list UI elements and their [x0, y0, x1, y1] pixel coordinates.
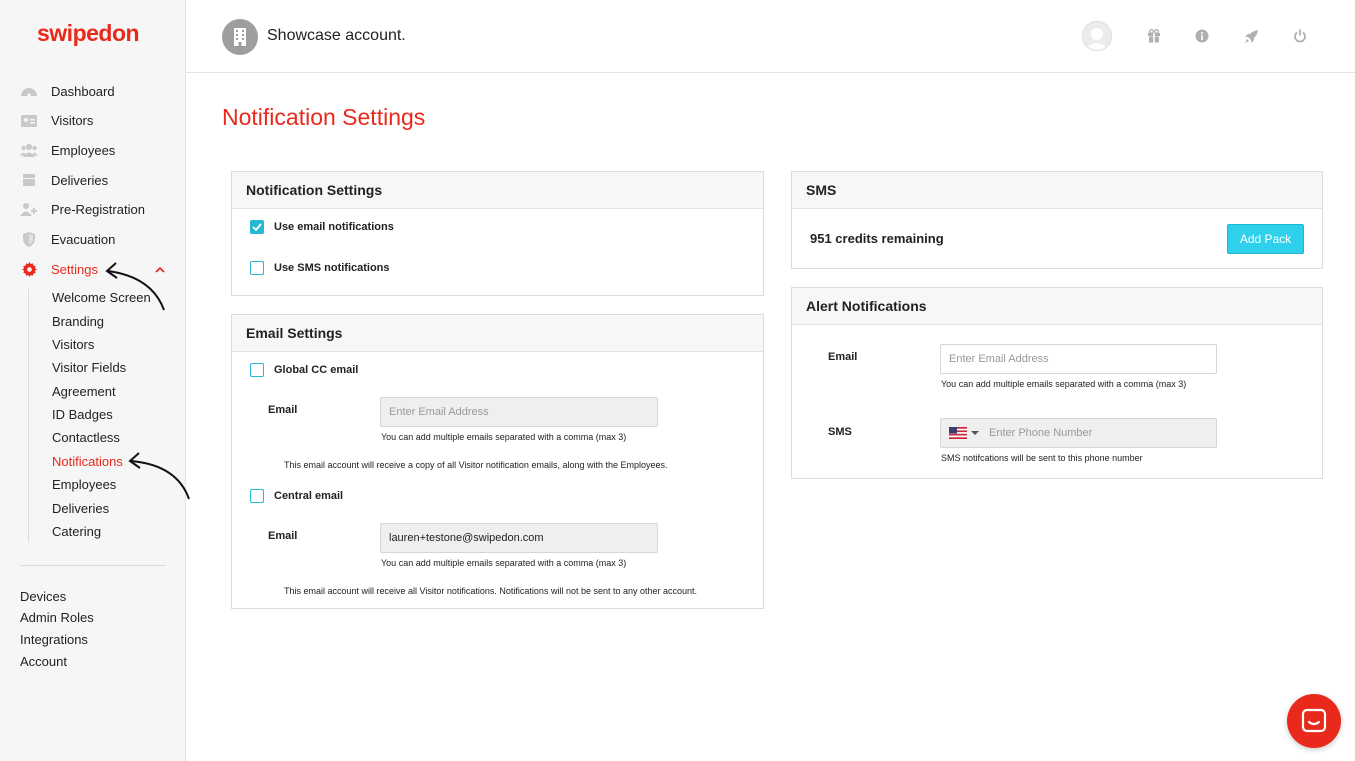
sidebar-item-pre-registration[interactable]	[20, 198, 180, 220]
submenu-employees[interactable]: Employees	[52, 477, 117, 492]
panel-title: SMS	[792, 172, 1322, 209]
visitors-icon	[20, 112, 38, 128]
submenu-contactless[interactable]: Contactless	[52, 430, 120, 445]
shield-icon	[20, 231, 38, 247]
central-email-input[interactable]: lauren+testone@swipedon.com	[380, 523, 658, 553]
submenu-catering[interactable]: Catering	[52, 524, 102, 539]
sidebar-item-label: Dashboard	[51, 83, 115, 99]
central-email-toggle[interactable]	[250, 489, 343, 503]
notification-settings-panel	[231, 171, 764, 296]
alert-email-help-text: You can add multiple emails separated with a comma (max 3)	[941, 379, 1187, 389]
sms-notifications-label: Use SMS notifications	[274, 262, 390, 274]
us-flag-icon	[949, 427, 967, 439]
phone-placeholder: Enter Phone Number	[989, 427, 1093, 439]
checkmark-icon	[252, 223, 262, 231]
pre-registration-icon	[20, 201, 38, 217]
sms-notifications-checkbox[interactable]	[250, 261, 264, 275]
sidebar-item-label: Pre-Registration	[51, 201, 145, 217]
sidebar	[0, 0, 186, 761]
email-notifications-toggle[interactable]	[250, 220, 394, 234]
central-email-field-label: Email	[268, 530, 298, 542]
sidebar-item-label: Deliveries	[51, 172, 109, 188]
panel-title: Alert Notifications	[792, 288, 1322, 325]
email-notifications-label: Use email notifications	[274, 221, 394, 233]
employees-icon	[20, 142, 38, 158]
building-icon	[222, 19, 258, 55]
panel-title: Email Settings	[232, 315, 763, 352]
central-email-help-text: You can add multiple emails separated with a comma (max 3)	[381, 558, 627, 568]
alert-notifications-panel	[791, 287, 1323, 479]
alert-sms-help-text: SMS notifcations will be sent to this phone number	[941, 453, 1143, 463]
alert-phone-input[interactable]	[940, 418, 1217, 448]
panel-title: Notification Settings	[232, 172, 763, 209]
deliveries-icon	[20, 172, 38, 188]
central-email-label: Central email	[274, 490, 344, 502]
global-cc-note: This email account will receive a copy of all Visitor notification emails, along with the Employees.	[284, 460, 668, 470]
global-cc-checkbox[interactable]	[250, 363, 264, 377]
submenu-id-badges[interactable]: ID Badges	[52, 407, 113, 422]
gear-icon	[20, 261, 38, 277]
global-cc-email-label: Email	[268, 404, 298, 416]
global-cc-help-text: You can add multiple emails separated with a comma (max 3)	[381, 432, 627, 442]
sms-credits: 951 credits remaining	[810, 231, 944, 246]
sms-panel	[791, 171, 1323, 269]
add-pack-button[interactable]: Add Pack	[1227, 224, 1304, 254]
sidebar-item-label: Visitors	[51, 112, 94, 128]
sidebar-item-integrations[interactable]: Integrations	[20, 632, 88, 647]
submenu-agreement[interactable]: Agreement	[52, 384, 116, 399]
rocket-icon[interactable]	[1243, 28, 1259, 44]
sidebar-item-devices[interactable]: Devices	[20, 589, 67, 604]
sidebar-item-evacuation[interactable]	[20, 228, 180, 250]
central-email-note: This email account will receive all Visitor notifications. Notifications will not be sent to any other account.	[284, 586, 698, 596]
submenu-visitor-fields[interactable]: Visitor Fields	[52, 360, 127, 375]
submenu-notifications[interactable]: Notifications	[52, 454, 123, 469]
alert-email-input[interactable]: Enter Email Address	[940, 344, 1217, 374]
chat-launcher-button[interactable]	[1287, 694, 1341, 748]
global-cc-email-input[interactable]: Enter Email Address	[380, 397, 658, 427]
sidebar-item-label: Evacuation	[51, 231, 116, 247]
global-cc-label: Global CC email	[274, 364, 359, 376]
submenu-deliveries[interactable]: Deliveries	[52, 501, 110, 516]
chat-icon	[1301, 708, 1327, 734]
sidebar-item-dashboard[interactable]	[20, 80, 180, 102]
alert-sms-label: SMS	[828, 426, 852, 438]
submenu-welcome-screen[interactable]: Welcome Screen	[52, 290, 151, 305]
annotation-arrow-icon	[100, 255, 170, 315]
dashboard-icon	[20, 83, 38, 99]
sms-notifications-toggle[interactable]	[250, 261, 390, 275]
email-settings-panel	[231, 314, 764, 609]
sidebar-item-deliveries[interactable]	[20, 169, 180, 191]
central-email-checkbox[interactable]	[250, 489, 264, 503]
gift-icon[interactable]	[1146, 28, 1162, 44]
caret-down-icon	[971, 430, 979, 436]
sidebar-item-visitors[interactable]	[20, 109, 180, 131]
sidebar-item-employees[interactable]	[20, 139, 180, 161]
email-notifications-checkbox[interactable]	[250, 220, 264, 234]
page-title: Notification Settings	[222, 104, 426, 130]
sidebar-item-admin-roles[interactable]: Admin Roles	[20, 610, 94, 625]
swipedon-logo[interactable]: swipedon	[37, 20, 140, 46]
country-flag-selector[interactable]	[949, 427, 979, 439]
submenu-visitors[interactable]: Visitors	[52, 337, 95, 352]
annotation-arrow-icon	[123, 445, 193, 503]
sidebar-item-label: Employees	[51, 142, 116, 158]
alert-email-label: Email	[828, 351, 858, 363]
sidebar-item-label: Settings	[51, 261, 98, 277]
sidebar-divider	[20, 565, 166, 566]
global-cc-toggle[interactable]	[250, 363, 358, 377]
user-avatar[interactable]	[1082, 21, 1112, 51]
top-header	[186, 0, 1355, 73]
submenu-branding[interactable]: Branding	[52, 314, 105, 329]
account-name[interactable]: Showcase account.	[267, 27, 406, 44]
info-icon[interactable]	[1194, 28, 1210, 44]
sidebar-item-account[interactable]: Account	[20, 654, 67, 669]
power-icon[interactable]	[1292, 28, 1308, 44]
